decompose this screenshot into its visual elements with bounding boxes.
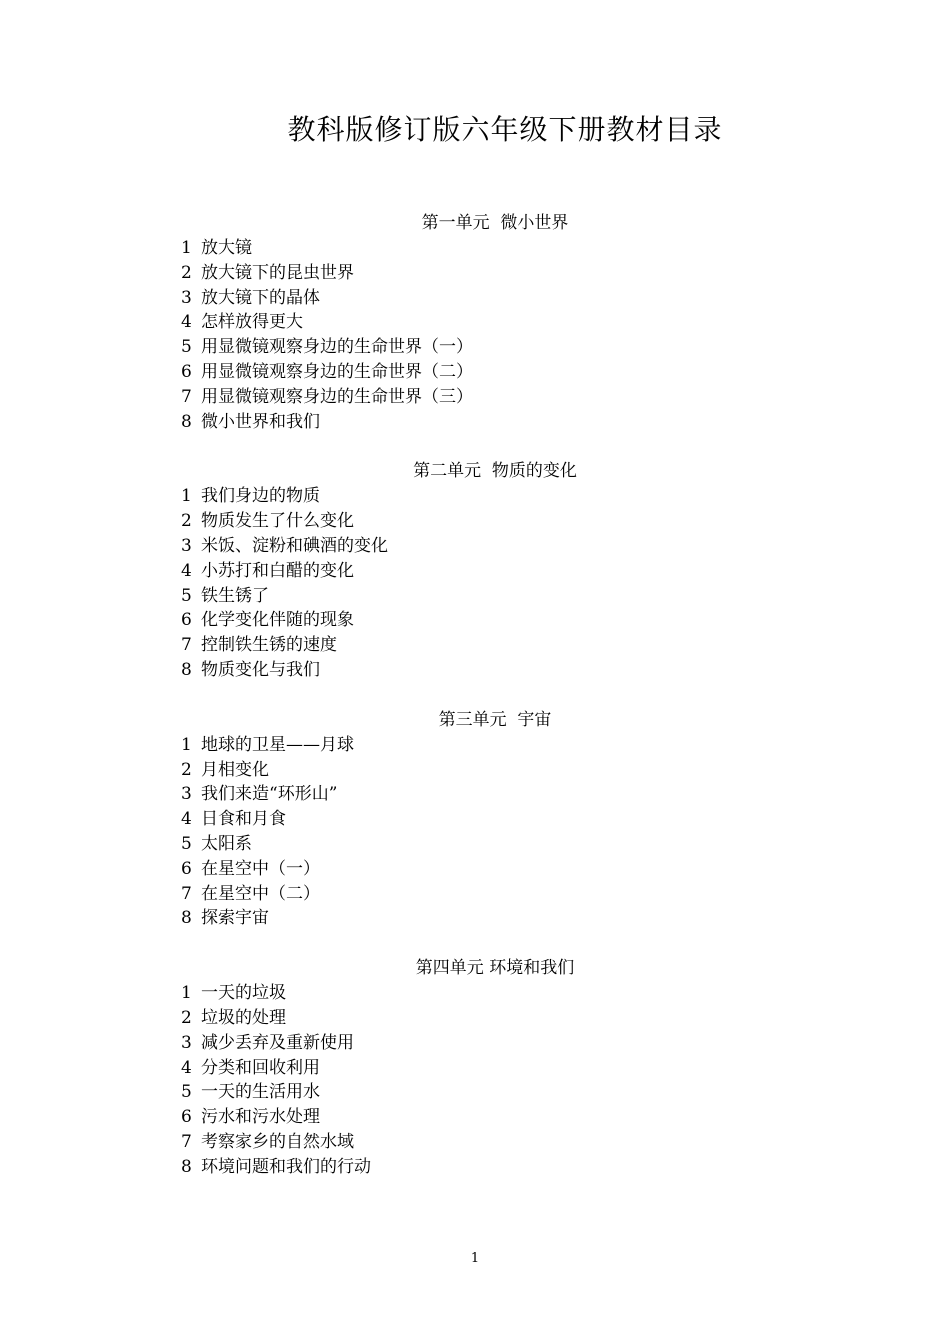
list-item: [181, 882, 821, 907]
list-item: [181, 385, 821, 410]
lesson-title: 化学变化伴随的现象: [201, 610, 354, 631]
table-of-contents: [181, 211, 821, 1205]
lesson-title: 放大镜下的晶体: [201, 287, 320, 308]
unit-heading: 第二单元 物质的变化: [413, 461, 577, 482]
list-item: [181, 782, 821, 807]
lesson-title: 一天的生活用水: [201, 1082, 320, 1103]
lesson-number: 2: [181, 759, 192, 780]
list-item: [181, 286, 821, 311]
lesson-number: 1: [181, 983, 192, 1004]
list-item: [181, 1080, 821, 1105]
page-title: 教科版修订版六年级下册教材目录: [287, 113, 723, 146]
lesson-number: 6: [181, 858, 192, 879]
lesson-title: 地球的卫星——月球: [201, 734, 354, 755]
lesson-number: 8: [181, 1156, 192, 1177]
list-item: [181, 310, 821, 335]
lesson-number: 6: [181, 361, 192, 382]
lesson-number: 5: [181, 337, 192, 358]
lesson-title: 物质发生了什么变化: [201, 511, 354, 532]
lesson-title: 用显微镜观察身边的生命世界（二）: [201, 361, 473, 382]
lesson-number: 7: [181, 1131, 192, 1152]
lesson-title: 垃圾的处理: [201, 1007, 286, 1028]
lesson-title: 月相变化: [201, 759, 269, 780]
lesson-title: 考察家乡的自然水域: [201, 1131, 354, 1152]
lesson-title: 环境问题和我们的行动: [201, 1156, 371, 1177]
lesson-title: 在星空中（二）: [201, 883, 320, 904]
unit-4: [181, 956, 821, 1179]
lesson-title: 怎样放得更大: [201, 312, 303, 333]
lesson-number: 2: [181, 511, 192, 532]
lesson-title: 污水和污水处理: [201, 1107, 320, 1128]
list-item: [181, 906, 821, 931]
list-item: [181, 1130, 821, 1155]
lesson-number: 3: [181, 1032, 192, 1053]
list-item: [181, 733, 821, 758]
lesson-title: 用显微镜观察身边的生命世界（一）: [201, 337, 473, 358]
lesson-number: 2: [181, 262, 192, 283]
list-item: [181, 584, 821, 609]
lesson-number: 4: [181, 809, 192, 830]
lesson-title: 在星空中（一）: [201, 858, 320, 879]
lesson-number: 1: [181, 486, 192, 507]
lesson-list: [181, 981, 821, 1179]
list-item: [181, 832, 821, 857]
list-item: [181, 658, 821, 683]
lesson-number: 5: [181, 1082, 192, 1103]
list-item: [181, 509, 821, 534]
lesson-title: 米饭、淀粉和碘酒的变化: [201, 535, 388, 556]
list-item: [181, 484, 821, 509]
lesson-number: 4: [181, 560, 192, 581]
lesson-number: 1: [181, 734, 192, 755]
lesson-title: 铁生锈了: [201, 585, 269, 606]
list-item: [181, 410, 821, 435]
list-item: [181, 857, 821, 882]
lesson-title: 太阳系: [201, 833, 252, 854]
lesson-number: 7: [181, 635, 192, 656]
list-item: [181, 633, 821, 658]
lesson-number: 6: [181, 610, 192, 631]
lesson-list: [181, 733, 821, 931]
lesson-number: 7: [181, 883, 192, 904]
list-item: [181, 360, 821, 385]
lesson-number: 2: [181, 1007, 192, 1028]
list-item: [181, 261, 821, 286]
list-item: [181, 1056, 821, 1081]
list-item: [181, 807, 821, 832]
lesson-title: 分类和回收利用: [201, 1057, 320, 1078]
unit-2: [181, 459, 821, 682]
unit-3: [181, 708, 821, 931]
lesson-title: 控制铁生锈的速度: [201, 635, 337, 656]
list-item: [181, 335, 821, 360]
unit-heading: 第一单元 微小世界: [421, 213, 569, 233]
unit-1: [181, 211, 821, 434]
list-item: [181, 1105, 821, 1130]
lesson-number: 4: [181, 1057, 192, 1078]
lesson-title: 探索宇宙: [201, 908, 269, 929]
list-item: [181, 1155, 821, 1180]
list-item: [181, 758, 821, 783]
lesson-number: 8: [181, 659, 192, 680]
lesson-number: 7: [181, 386, 192, 407]
lesson-number: 8: [181, 908, 192, 929]
lesson-number: 3: [181, 784, 192, 805]
lesson-title: 微小世界和我们: [201, 411, 320, 432]
lesson-title: 我们来造“环形山”: [201, 784, 338, 805]
lesson-title: 日食和月食: [201, 809, 286, 830]
list-item: [181, 608, 821, 633]
lesson-number: 4: [181, 312, 192, 333]
list-item: [181, 981, 821, 1006]
lesson-number: 8: [181, 411, 192, 432]
lesson-list: [181, 236, 821, 434]
lesson-number: 5: [181, 833, 192, 854]
list-item: [181, 534, 821, 559]
lesson-title: 一天的垃圾: [201, 983, 286, 1004]
lesson-number: 1: [181, 238, 192, 258]
list-item: [181, 1006, 821, 1031]
lesson-list: [181, 484, 821, 682]
lesson-title: 小苏打和白醋的变化: [201, 560, 354, 581]
list-item: [181, 559, 821, 584]
lesson-number: 6: [181, 1107, 192, 1128]
lesson-title: 我们身边的物质: [201, 486, 320, 507]
lesson-number: 5: [181, 585, 192, 606]
lesson-title: 用显微镜观察身边的生命世界（三）: [201, 386, 473, 407]
list-item: [181, 1031, 821, 1056]
list-item: [181, 236, 821, 261]
lesson-number: 3: [181, 287, 192, 308]
unit-heading: 第四单元 环境和我们: [415, 958, 575, 979]
lesson-title: 物质变化与我们: [201, 659, 320, 680]
lesson-title: 放大镜下的昆虫世界: [201, 262, 354, 283]
lesson-title: 减少丢弃及重新使用: [201, 1032, 354, 1053]
page-number: 1: [470, 1251, 480, 1266]
unit-heading: 第三单元 宇宙: [438, 709, 552, 730]
lesson-number: 3: [181, 535, 192, 556]
lesson-title: 放大镜: [201, 238, 252, 258]
